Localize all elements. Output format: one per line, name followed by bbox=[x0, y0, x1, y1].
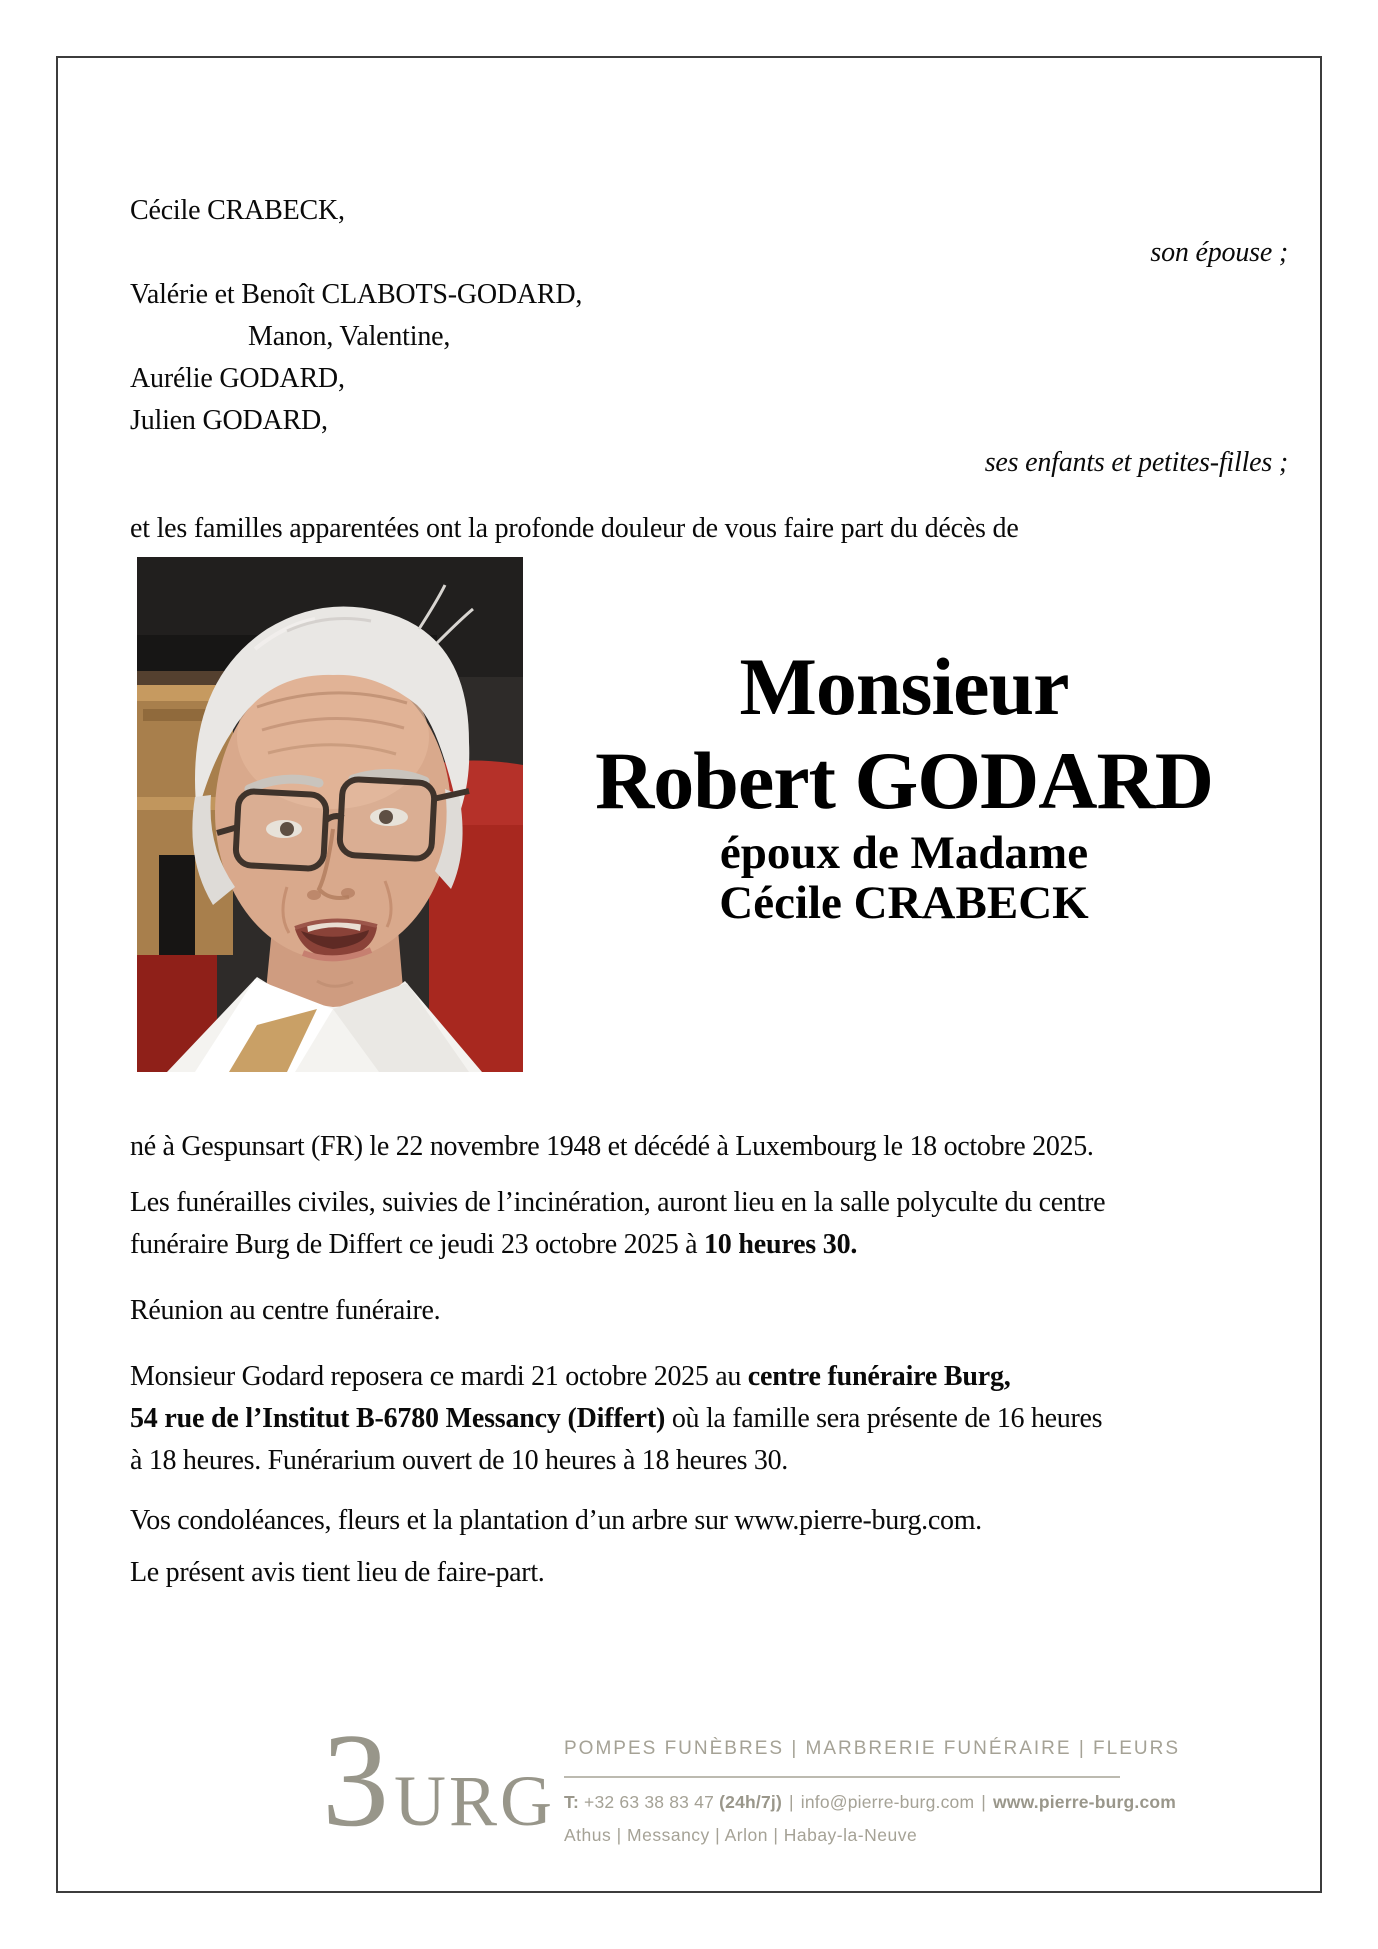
birth-death-paragraph: né à Gespunsart (FR) le 22 novembre 1948 et décédé à Luxembourg le 18 octobre 2025. bbox=[130, 1131, 1094, 1162]
separator: | bbox=[981, 1792, 986, 1812]
burg-logo-text: URG bbox=[394, 1761, 556, 1841]
deceased-photo bbox=[137, 557, 523, 1072]
child-name-line: Valérie et Benoît CLABOTS-GODARD, bbox=[130, 279, 583, 310]
repose-paragraph: Monsieur Godard reposera ce mardi 21 octobre 2025 au centre funéraire Burg, 54 rue de l’Institut B-6780 Messancy (Differt) où la famille sera présente de 16 heures à 18 heures. Funérarium ouvert de 10 heures à 18 heures 30. bbox=[130, 1361, 1103, 1476]
meeting-paragraph: Réunion au centre funéraire. bbox=[130, 1295, 441, 1326]
child-name-line: Julien GODARD, bbox=[130, 405, 328, 436]
locations-line: Athus | Messancy | Arlon | Habay-la-Neuve bbox=[564, 1825, 918, 1845]
separator: | bbox=[788, 1792, 794, 1812]
phone-label: T: bbox=[564, 1792, 579, 1812]
phone-hours: (24h/7j) bbox=[719, 1792, 782, 1812]
spouse-relation-label: son épouse ; bbox=[1150, 237, 1288, 268]
child-name-line: Aurélie GODARD, bbox=[130, 363, 345, 394]
funeral-time: 10 heures 30. bbox=[703, 1229, 858, 1260]
funeral-paragraph: Les funérailles civiles, suivies de l’incinération, auront lieu en la salle polyculte du centre funéraire Burg de Differt ce jeudi 23 octobre 2025 à 10 heures 30. bbox=[130, 1187, 1106, 1260]
deceased-portrait-image bbox=[137, 557, 523, 1072]
announcement-line: et les familles apparentées ont la profonde douleur de vous faire part du décès de bbox=[130, 513, 1019, 544]
footer-contact-block bbox=[564, 1738, 1181, 1846]
condolences-paragraph: Vos condoléances, fleurs et la plantation d’un arbre sur www.pierre-burg.com. bbox=[130, 1505, 982, 1536]
deceased-name: Robert GODARD bbox=[595, 735, 1213, 826]
email-text: info@pierre-burg.com bbox=[800, 1792, 975, 1812]
deceased-relation-line2: Cécile CRABECK bbox=[719, 877, 1089, 929]
burg-logo-mark: 3 bbox=[322, 1706, 389, 1854]
children-relation-label: ses enfants et petites-filles ; bbox=[984, 447, 1288, 478]
deceased-title-block bbox=[523, 640, 1285, 928]
announcement-body bbox=[130, 1126, 1310, 1594]
footer-divider bbox=[564, 1776, 1120, 1778]
deceased-honorific: Monsieur bbox=[739, 641, 1069, 732]
funeral-home-address: 54 rue de l’Institut B-6780 Messancy (Differt) bbox=[130, 1403, 666, 1434]
family-notice bbox=[130, 190, 1288, 550]
funeral-home-name: centre funéraire Burg, bbox=[747, 1361, 1011, 1392]
contact-line bbox=[564, 1792, 1177, 1813]
closing-paragraph: Le présent avis tient lieu de faire-part. bbox=[130, 1557, 545, 1588]
grandchildren-line: Manon, Valentine, bbox=[248, 321, 451, 352]
spouse-name-line: Cécile CRABECK, bbox=[130, 195, 345, 226]
phone-number: +32 63 38 83 47 bbox=[578, 1792, 720, 1812]
burg-logo bbox=[322, 1706, 556, 1854]
services-line: POMPES FUNÈBRES | MARBRERIE FUNÉRAIRE | FLEURS bbox=[564, 1738, 1181, 1759]
deceased-relation-line1: époux de Madame bbox=[719, 827, 1089, 879]
website-text: www.pierre-burg.com bbox=[992, 1792, 1177, 1812]
